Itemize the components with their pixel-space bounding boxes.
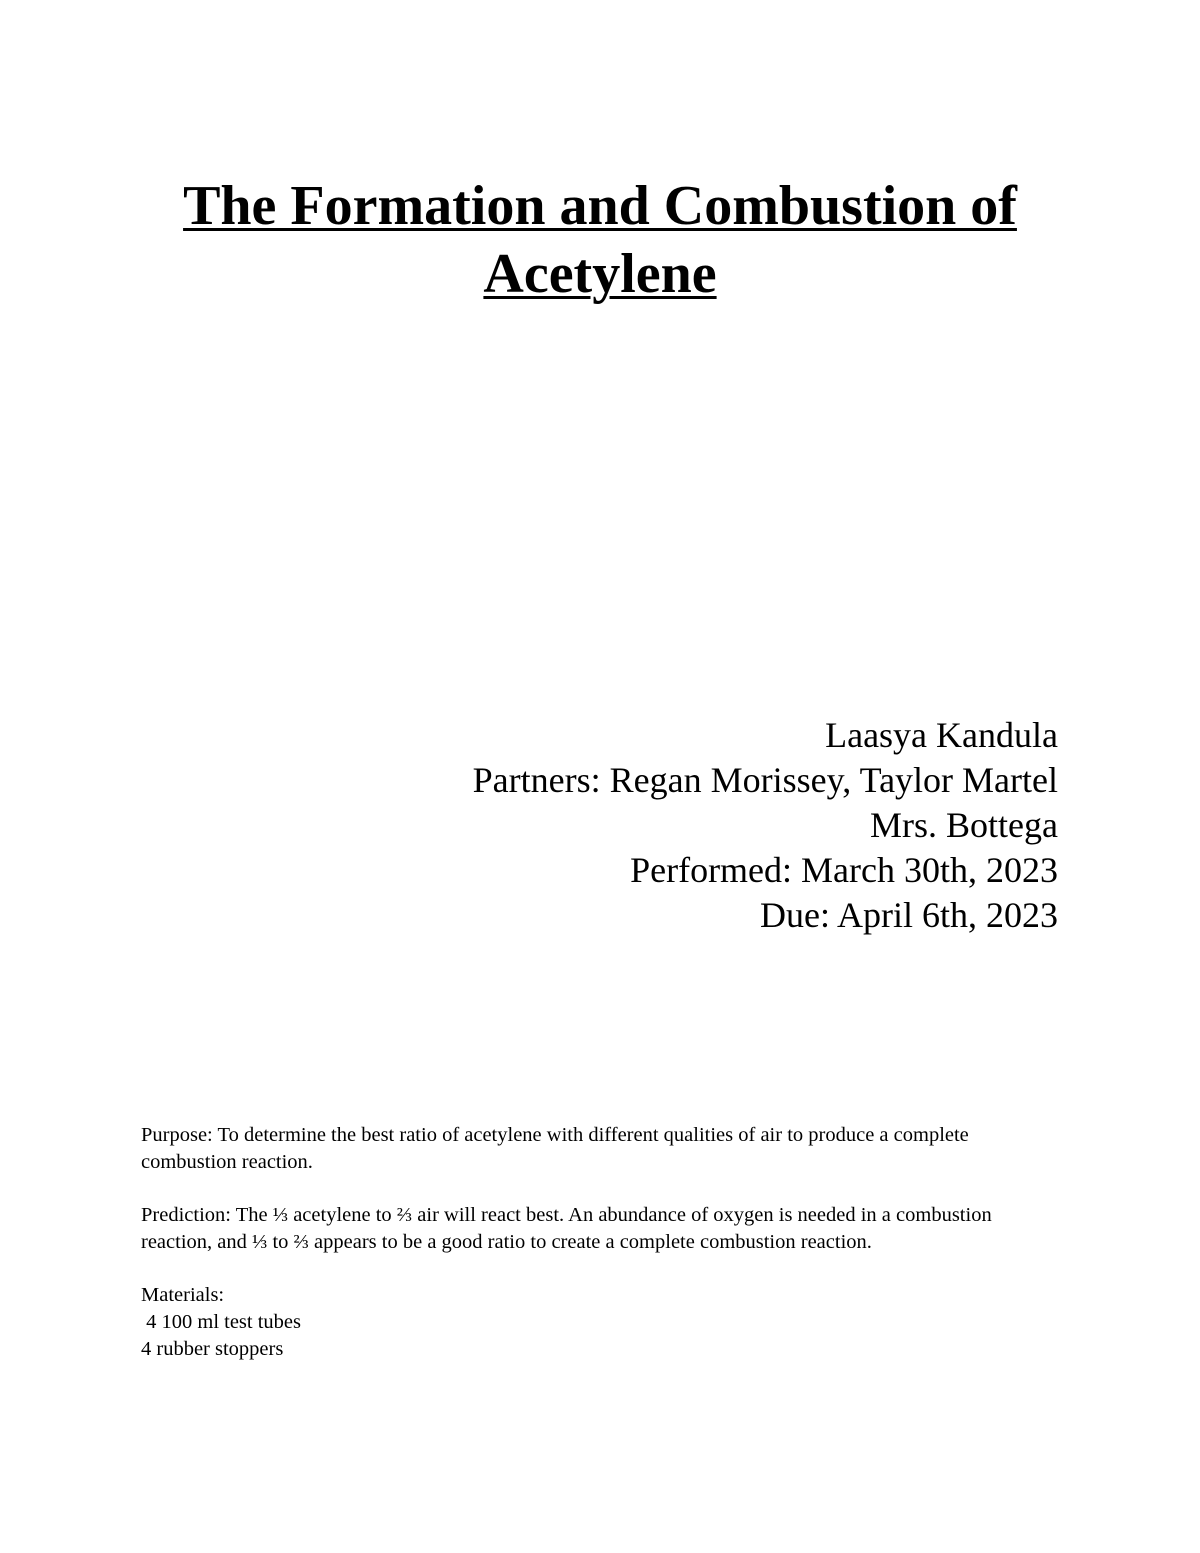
performed-date: Performed: March 30th, 2023	[630, 850, 1058, 890]
title-line-2: Acetylene	[483, 243, 717, 305]
prediction-section	[141, 1202, 1041, 1256]
partners-line: Partners: Regan Morissey, Taylor Martel	[472, 760, 1058, 800]
teacher-name: Mrs. Bottega	[870, 805, 1058, 845]
materials-section	[141, 1282, 1041, 1363]
document-title	[100, 172, 1100, 308]
materials-heading: Materials:	[141, 1284, 225, 1306]
purpose-section	[141, 1122, 1041, 1176]
report-body	[141, 1122, 1041, 1389]
purpose-text: Purpose: To determine the best ratio of acetylene with different qualities of air to produce a complete combustion reaction.	[141, 1124, 969, 1173]
materials-item: 4 rubber stoppers	[141, 1338, 284, 1360]
author-name: Laasya Kandula	[825, 715, 1058, 755]
due-date: Due: April 6th, 2023	[760, 895, 1058, 935]
author-info	[473, 713, 1058, 938]
materials-item: 4 100 ml test tubes	[141, 1311, 302, 1333]
title-line-1: The Formation and Combustion of	[183, 175, 1017, 237]
prediction-text: Prediction: The ⅓ acetylene to ⅔ air will react best. An abundance of oxygen is needed in a combustion reaction, and ⅓ to ⅔ appears to be a good ratio to create a complete combustion reaction.	[141, 1204, 992, 1253]
